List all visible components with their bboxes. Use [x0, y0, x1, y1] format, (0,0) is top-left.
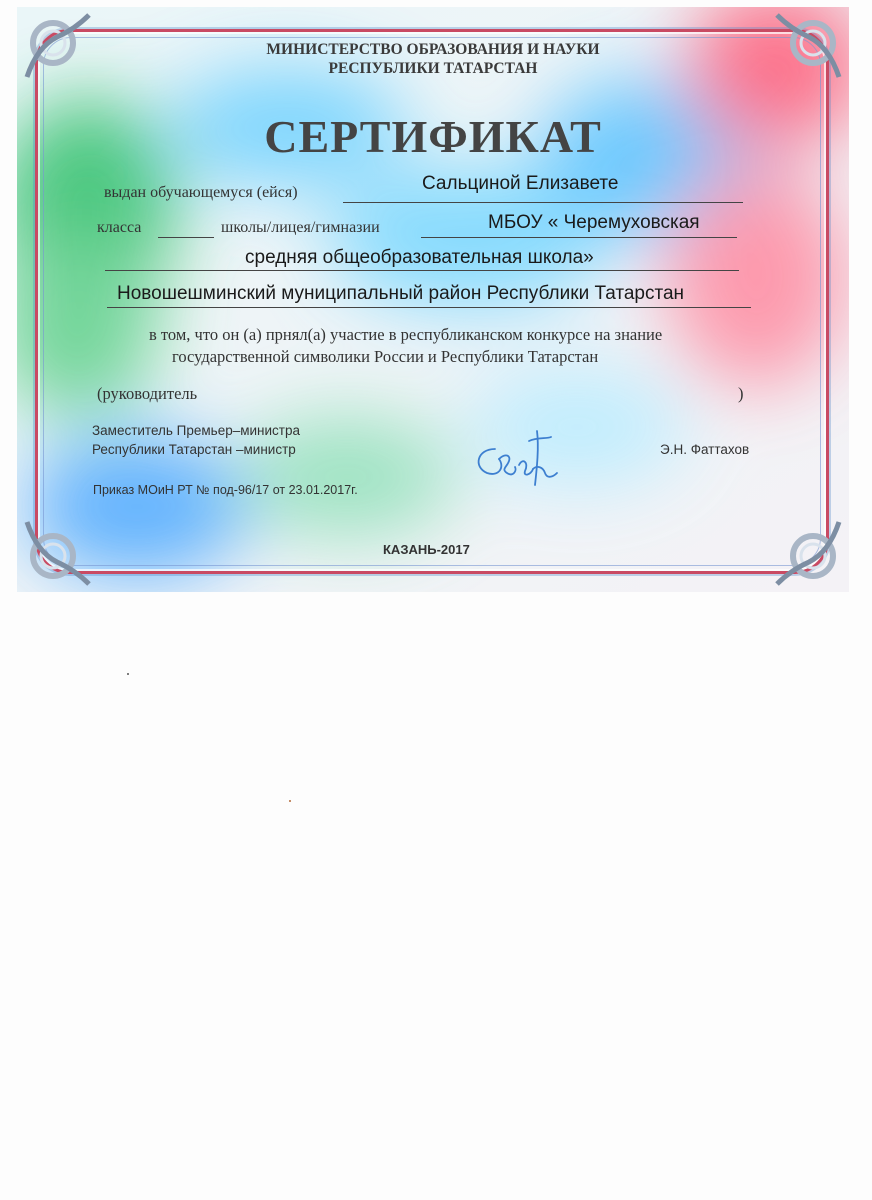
supervisor-close: )	[738, 384, 744, 403]
ministry-line-1: МИНИСТЕРСТВО ОБРАЗОВАНИЯ И НАУКИ	[266, 41, 600, 58]
corner-ornament-icon	[769, 512, 849, 592]
supervisor-open: (руководитель	[97, 384, 198, 403]
body-line-1: в том, что он (а) прнял(а) участие в республиканском конкурсе на знание	[149, 325, 663, 344]
student-name: Сальциной Елизавете	[422, 173, 619, 194]
city-year: КАЗАНЬ-2017	[383, 542, 470, 557]
school-line	[421, 237, 737, 238]
issued-label: выдан обучающемуся (ейся)	[104, 184, 298, 201]
school-name-line-1: МБОУ « Черемуховская	[488, 212, 700, 233]
ministry-line-2: РЕСПУБЛИКИ ТАТАРСТАН	[328, 60, 538, 77]
signer-title-line-2: Республики Татарстан –министр	[92, 442, 296, 457]
corner-ornament-icon	[17, 512, 97, 592]
school-name-line-2: средняя общеобразовательная школа»	[245, 247, 594, 268]
scan-speck	[289, 800, 291, 802]
signer-title-line-1: Заместитель Премьер–министра	[92, 423, 301, 438]
certificate-title: СЕРТИФИКАТ	[264, 111, 602, 162]
class-label: класса	[97, 219, 142, 236]
school-line-2	[105, 270, 739, 271]
class-line	[158, 237, 214, 238]
district-line	[107, 307, 751, 308]
student-name-line	[343, 202, 743, 203]
signer-name: Э.Н. Фаттахов	[660, 442, 750, 457]
signature-icon	[465, 427, 575, 507]
scan-speck	[127, 673, 129, 675]
district: Новошешминский муниципальный район Республики Татарстан	[117, 283, 685, 304]
school-label: школы/лицея/гимназии	[221, 219, 380, 236]
body-line-2: государственной символики России и Республики Татарстан	[172, 347, 599, 366]
certificate	[17, 7, 849, 592]
order-reference: Приказ МОиН РТ № под-96/17 от 23.01.2017г.	[93, 483, 358, 497]
